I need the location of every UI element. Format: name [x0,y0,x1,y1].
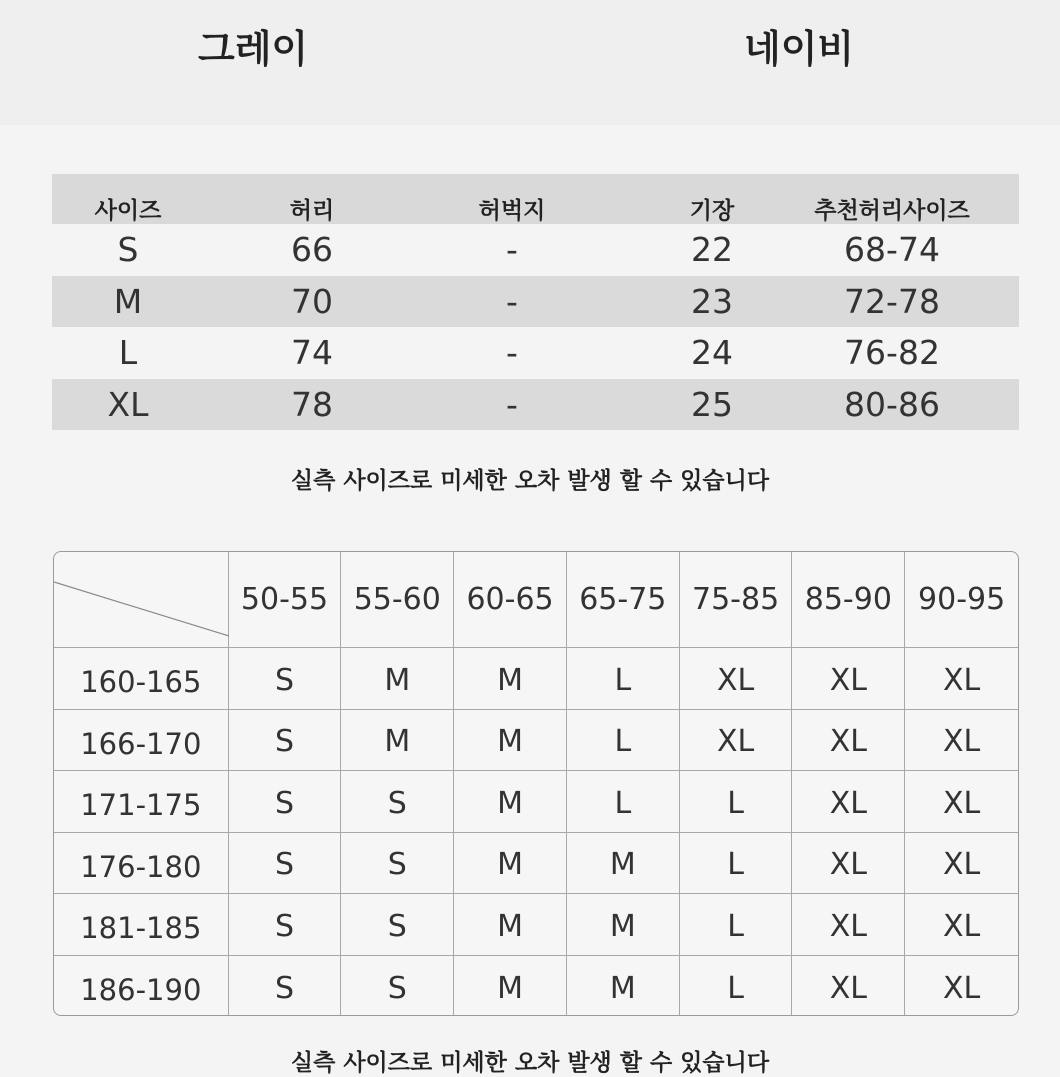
size-cell: XL [942,724,981,760]
size-cell: M [567,956,680,1017]
height-range-cell: 166-170 [54,710,229,771]
size-cell: L [680,894,793,955]
size-cell: L [567,648,680,709]
size-cell: S [229,956,342,1017]
waist-cell: 70 [291,281,333,321]
size-cell: L [118,333,138,372]
table-row [52,327,1019,379]
size-cell: L [680,956,793,1017]
size-cell: M [454,648,567,709]
size-cell: XL [792,833,905,894]
size-cell: M [454,956,567,1017]
size-cell: XL [107,384,149,424]
size-cell: XL [942,970,981,1006]
size-cell: S [229,771,342,832]
size-cell: M [341,710,454,771]
size-cell: XL [792,771,905,832]
table-row [54,833,1018,895]
waist-cell: 74 [291,333,333,372]
size-cell: S [229,833,342,894]
waist-range-header: 50-55 [229,552,342,647]
header-recommended-waist: 추천허리사이즈 [814,198,970,224]
size-cell: S [117,230,139,269]
header-thigh: 허벅지 [478,198,546,224]
waist-range-header: 75-85 [680,552,793,647]
size-cell: XL [680,648,793,709]
diagonal-divider [54,552,229,648]
size-cell: M [113,281,143,321]
table-row [54,710,1018,772]
table-row [54,648,1018,710]
recommendation-header-row [54,552,1018,648]
size-cell: S [341,894,454,955]
size-cell: M [567,833,680,894]
recommended-waist-cell: 68-74 [844,230,940,269]
recommended-waist-cell: 76-82 [844,333,940,372]
table-row [54,894,1018,956]
thigh-cell: - [506,281,518,321]
waist-range-header: 85-90 [792,552,905,647]
size-cell: S [341,771,454,832]
size-cell: L [680,771,793,832]
height-range-cell: 176-180 [54,833,229,894]
measurement-note-cropped: 실측 사이즈로 미세한 오차 발생 할 수 있습니다 [290,1050,770,1076]
waist-range-header: 65-75 [567,552,680,647]
recommended-waist-cell: 72-78 [844,281,940,321]
thigh-cell: - [506,384,518,424]
size-cell: S [229,710,342,771]
size-cell: XL [680,710,793,771]
size-cell: S [229,648,342,709]
color-label-gray: 그레이 [198,27,309,71]
size-cell: XL [942,847,981,883]
length-cell: 23 [691,281,733,321]
length-cell: 24 [691,333,733,372]
waist-range-header: 90-95 [918,582,1006,617]
size-cell: M [454,771,567,832]
size-table-header [52,174,1019,224]
table-row [52,224,1019,276]
header-waist: 허리 [289,198,335,224]
size-cell: L [567,771,680,832]
thigh-cell: - [506,230,518,269]
table-row [52,276,1019,328]
recommendation-table [53,551,1019,1016]
size-cell: M [567,894,680,955]
size-cell: L [567,710,680,771]
color-header-band [0,0,1060,125]
color-label-navy: 네이비 [744,27,855,71]
table-row [54,956,1018,1017]
table-row [54,771,1018,833]
size-cell: S [341,956,454,1017]
length-cell: 25 [691,384,733,424]
height-range-cell: 160-165 [54,648,229,709]
size-cell: XL [792,710,905,771]
size-cell: S [341,833,454,894]
size-table [52,174,1019,430]
size-cell: S [229,894,342,955]
size-cell: XL [792,648,905,709]
length-cell: 22 [691,230,733,269]
thigh-cell: - [506,333,518,372]
waist-range-header: 60-65 [454,552,567,647]
waist-range-header: 55-60 [341,552,454,647]
size-cell: M [454,833,567,894]
header-length: 기장 [689,198,735,224]
measurement-note: 실측 사이즈로 미세한 오차 발생 할 수 있습니다 [290,468,770,494]
size-cell: L [680,833,793,894]
size-cell: M [454,894,567,955]
size-cell: M [341,648,454,709]
size-cell: XL [942,662,981,698]
size-cell: XL [792,894,905,955]
height-range-cell: 181-185 [54,894,229,955]
table-row [52,379,1019,431]
size-cell: XL [942,908,981,944]
waist-cell: 66 [291,230,333,269]
corner-cell [54,552,229,647]
size-cell: XL [792,956,905,1017]
waist-cell: 78 [291,384,333,424]
recommended-waist-cell: 80-86 [844,384,940,424]
size-cell: XL [942,785,981,821]
header-size: 사이즈 [94,198,162,224]
height-range-cell: 186-190 [54,956,229,1017]
height-range-cell: 171-175 [54,771,229,832]
size-cell: M [454,710,567,771]
